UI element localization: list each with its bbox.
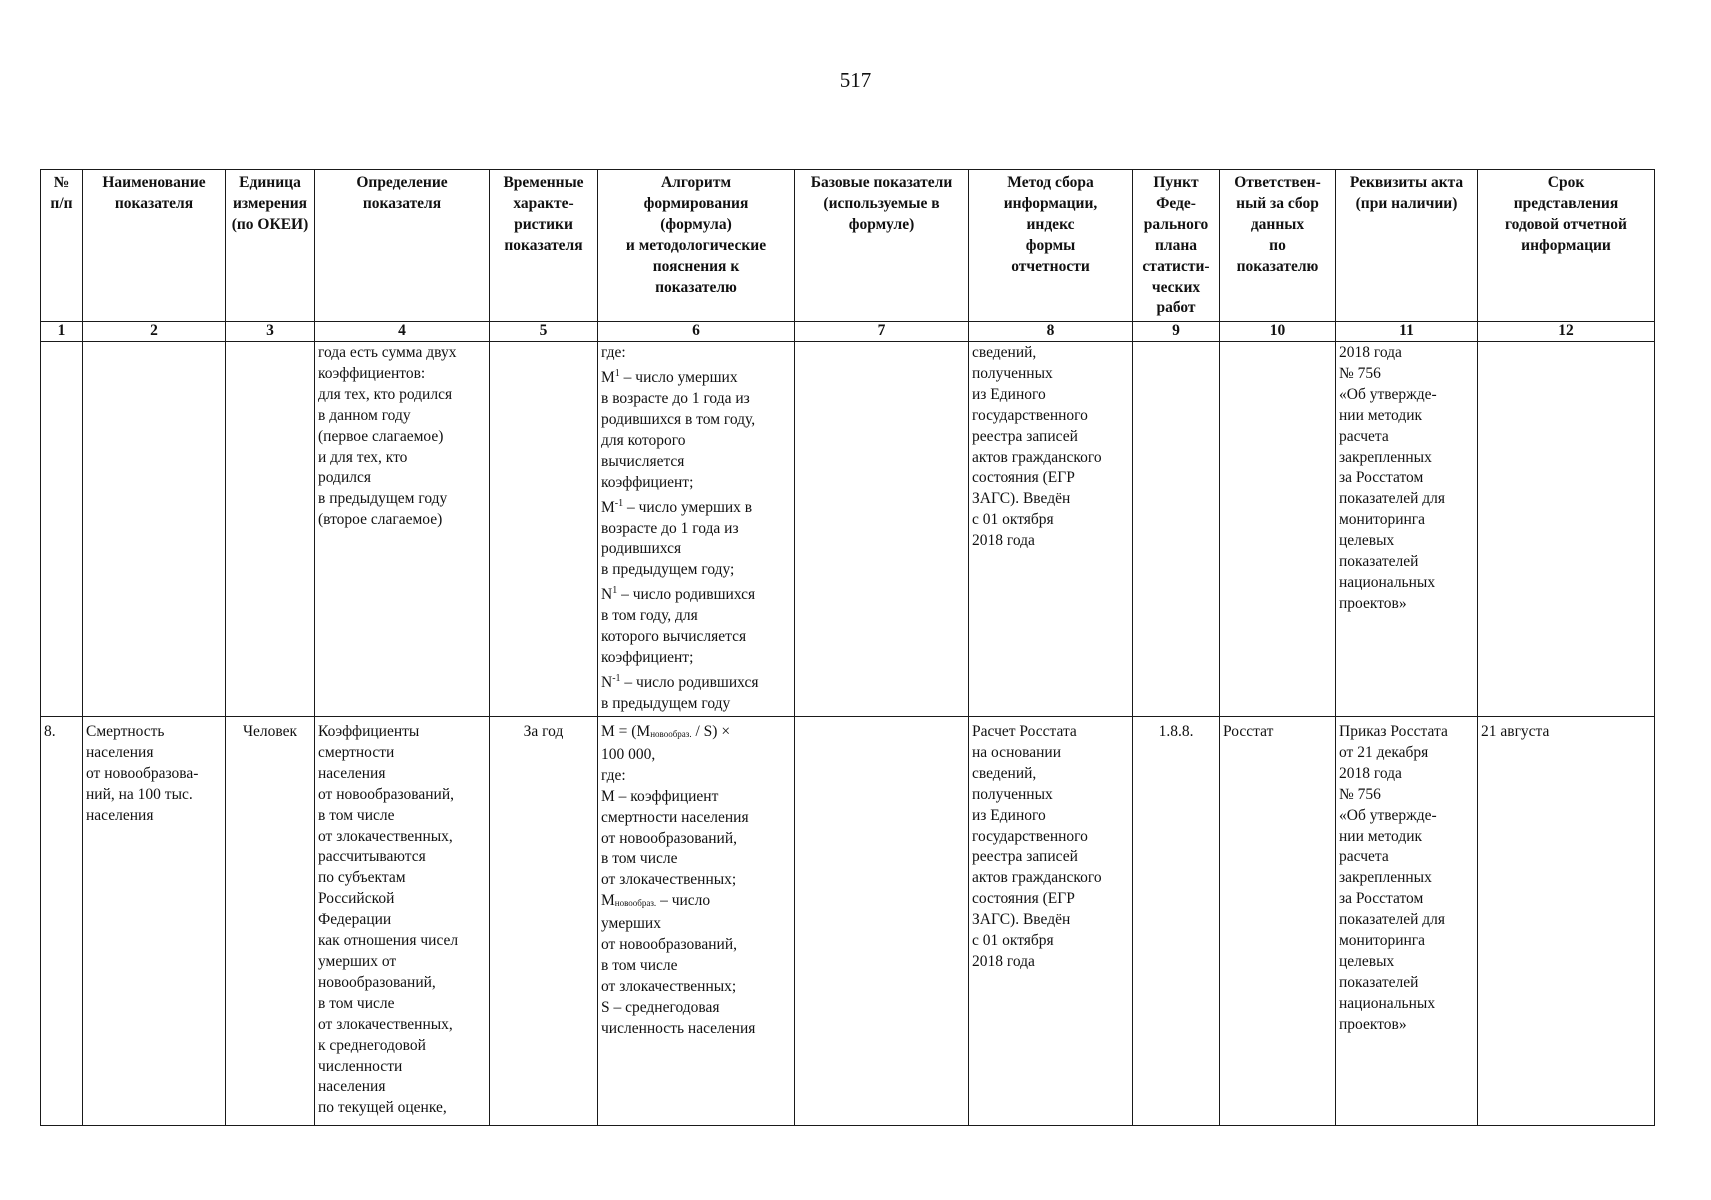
cell-name: Смертность населения от новообразова- ний, на 100 тыс. населения	[83, 717, 226, 1126]
cell-time: За год	[490, 717, 598, 1126]
algorithm-line: родившихся в том году,	[601, 410, 756, 428]
cell-unit	[226, 342, 315, 717]
indicator-table	[40, 169, 1655, 1126]
cell-definition: года есть сумма двух коэффициентов: для тех, кто родился в данном году (первое слагаемое) и для тех, кто родился в предыдущем году (второе слагаемое)	[315, 342, 490, 717]
cell-base-indicators	[795, 342, 969, 717]
algorithm-line: в предыдущем году	[601, 695, 731, 713]
cell-method: Расчет Росстата на основании сведений, полученных из Единого государственного реестра записей актов гражданского состояния (ЕГР ЗАГС). Введён с 01 октября 2018 года	[969, 717, 1133, 1126]
cell-unit: Человек	[226, 717, 315, 1126]
algorithm-line: $N^1$ – число родившихся	[601, 585, 756, 604]
algorithm-line: в том году, для	[601, 607, 698, 625]
algorithm-line: $M^1$ – число умерших	[601, 367, 738, 387]
algorithm-line: вычисляется	[601, 452, 685, 470]
table-row-8	[41, 717, 1655, 1126]
cell-method: сведений, полученных из Единого государственного реестра записей актов гражданского состояния (ЕГР ЗАГС). Введён с 01 октября 2018 года	[969, 342, 1133, 717]
cell-num: 8.	[41, 717, 83, 1126]
header-cell-method: Метод сбора информации, индекс формы отчетности	[969, 170, 1133, 322]
cell-base-indicators	[795, 717, 969, 1126]
column-number: 2	[83, 322, 226, 342]
header-cell-base-indicators: Базовые показатели (используемые в формуле)	[795, 170, 969, 322]
header-cell-definition: Определение показателя	[315, 170, 490, 322]
header-row	[41, 170, 1655, 322]
cell-deadline	[1478, 342, 1655, 717]
header-cell-time: Временные характе- ристики показателя	[490, 170, 598, 322]
header-cell-unit: Единица измерения (по ОКЕИ)	[226, 170, 315, 322]
column-number: 11	[1336, 322, 1478, 342]
cell-name	[83, 342, 226, 717]
cell-algorithm	[598, 342, 795, 717]
cell-time	[490, 342, 598, 717]
cell-act-details: Приказ Росстата от 21 декабря 2018 года № 756 «Об утвержде- нии методик расчета закрепленных за Росстатом показателей для мониторинга целевых показателей национальных проектов»	[1336, 717, 1478, 1126]
formula-explanation-tail: умерших от новообразований, в том числе от злокачественных; S – среднегодовая численность населения	[601, 915, 756, 1037]
cell-deadline: 21 августа	[1478, 717, 1655, 1126]
algorithm-line: в возрасте до 1 года из	[601, 389, 750, 407]
column-number: 3	[226, 322, 315, 342]
cell-responsible	[1220, 342, 1336, 717]
header-cell-num: № п/п	[41, 170, 83, 322]
header-cell-deadline: Срок представления годовой отчетной информации	[1478, 170, 1655, 322]
header-cell-plan-item: Пункт Феде- рального плана статисти- ческих работ	[1133, 170, 1220, 322]
page-number: 517	[839, 68, 872, 92]
header-cell-algorithm: Алгоритм формирования (формула) и методологические пояснения к показателю	[598, 170, 795, 322]
cell-responsible: Росстат	[1220, 717, 1336, 1126]
algorithm-line: родившихся	[601, 540, 682, 558]
column-number: 6	[598, 322, 795, 342]
column-number: 12	[1478, 322, 1655, 342]
cell-definition: Коэффициенты смертности населения от новообразований, в том числе от злокачественных, рассчитываются по субъектам Российской Федерации как отношения чисел умерших от новообразований, в том числе от злокачественных, к среднегодовой численности населения по текущей оценке,	[315, 717, 490, 1126]
table-row-continued	[41, 342, 1655, 717]
column-number: 1	[41, 322, 83, 342]
algorithm-line: $N^{-1}$ – число родившихся	[601, 673, 759, 692]
cell-plan-item: 1.8.8.	[1133, 717, 1220, 1126]
column-number: 10	[1220, 322, 1336, 342]
cell-num	[41, 342, 83, 717]
cell-plan-item	[1133, 342, 1220, 717]
formula-explanation: 100 000, где: M – коэффициент смертности населения от новообразований, в том числе от злокачественных;	[601, 745, 749, 889]
header-cell-responsible: Ответствен- ный за сбор данных по показателю	[1220, 170, 1336, 322]
column-number-row	[41, 322, 1655, 342]
cell-act-details: 2018 года № 756 «Об утвержде- нии методик расчета закрепленных за Росстатом показателей для мониторинга целевых показателей национальных проектов»	[1336, 342, 1478, 717]
algorithm-line: где:	[601, 344, 626, 361]
header-cell-name: Наименование показателя	[83, 170, 226, 322]
cell-algorithm	[598, 717, 795, 1126]
algorithm-line: которого вычисляется	[601, 628, 747, 646]
formula-line: $M = (M_{новообраз.} / S)$ ×	[601, 723, 731, 741]
algorithm-line: коэффициент;	[601, 649, 694, 667]
algorithm-lines	[601, 343, 791, 715]
header-cell-act-details: Реквизиты акта (при наличии)	[1336, 170, 1478, 322]
column-number: 9	[1133, 322, 1220, 342]
algorithm-line: в предыдущем году;	[601, 561, 735, 579]
algorithm-line: коэффициент;	[601, 473, 694, 491]
algorithm-line: для которого	[601, 431, 686, 449]
algorithm-line: возрасте до 1 года из	[601, 519, 739, 537]
formula-variable-line: $M_{новообраз.}$ – число	[601, 892, 711, 910]
column-number: 4	[315, 322, 490, 342]
column-number: 5	[490, 322, 598, 342]
algorithm-line: $M^{-1}$ – число умерших в	[601, 497, 753, 516]
column-number: 8	[969, 322, 1133, 342]
column-number: 7	[795, 322, 969, 342]
